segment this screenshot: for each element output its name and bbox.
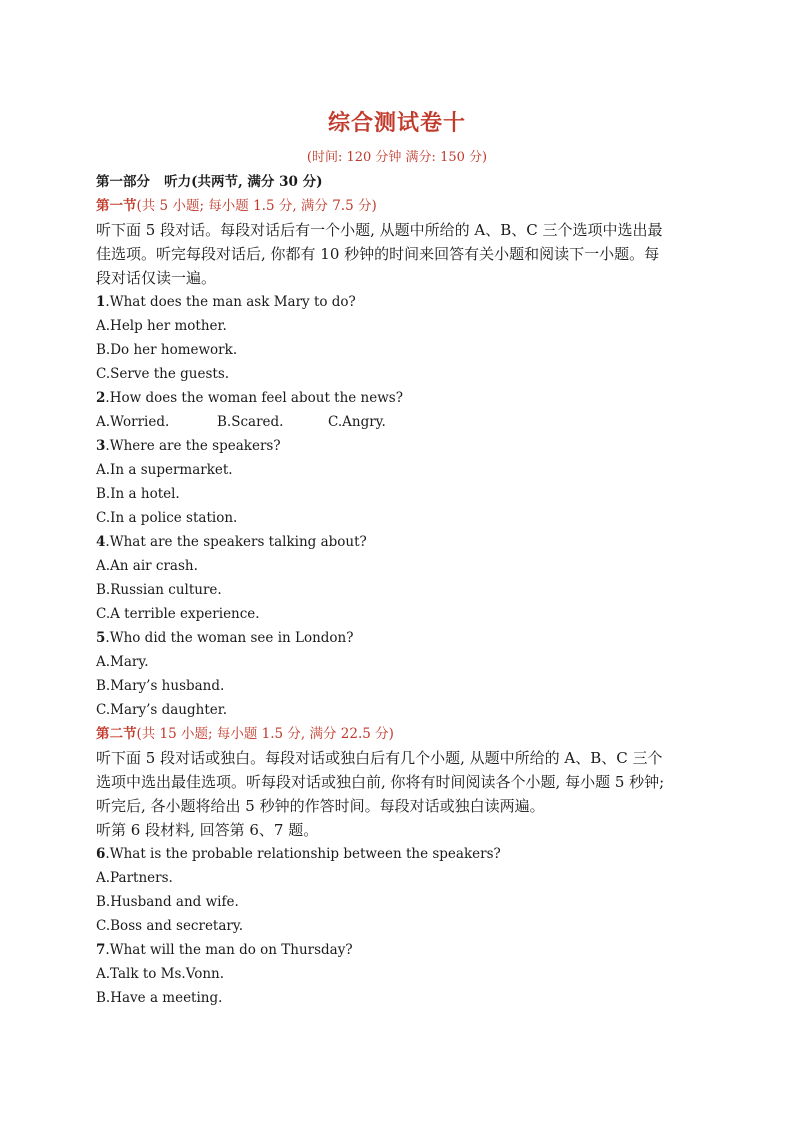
q5-option-a[interactable]: A.Mary. [96, 654, 149, 670]
q3-option-a[interactable]: A.In a supermarket. [96, 462, 233, 478]
q7-option-b[interactable]: B.Have a meeting. [96, 990, 223, 1006]
question-1 [96, 290, 696, 314]
q6-option-b[interactable]: B.Husband and wife. [96, 894, 239, 910]
question-number: 4 [96, 534, 106, 550]
q2-options [96, 410, 696, 434]
q2-option-a[interactable]: A.Worried. [96, 414, 170, 430]
q4-option-c[interactable]: C.A terrible experience. [96, 606, 260, 622]
section1-instruction-3: 段对话仅读一遍。 [96, 269, 217, 287]
question-6 [96, 842, 696, 866]
q4-option-b[interactable]: B.Russian culture. [96, 582, 222, 598]
section2-heading [96, 722, 696, 746]
section1-detail: (共 5 小题; 每小题 1.5 分, 满分 7.5 分) [136, 198, 377, 214]
q1-option-c[interactable]: C.Serve the guests. [96, 366, 230, 382]
q3-option-b[interactable]: B.In a hotel. [96, 486, 180, 502]
section2-instruction-1: 听下面 5 段对话或独白。每段对话或独白后有几个小题, 从题中所给的 A、B、C 三个 [96, 749, 663, 767]
exam-content [96, 170, 696, 1010]
question-7 [96, 938, 696, 962]
material-6-note: 听第 6 段材料, 回答第 6、7 题。 [96, 821, 319, 839]
part1-subtitle: 听力(共两节, 满分 30 分) [164, 174, 323, 190]
question-text: .What is the probable relationship between the speakers? [105, 846, 501, 862]
section2-detail: (共 15 小题; 每小题 1.5 分, 满分 22.5 分) [136, 726, 394, 742]
question-number: 2 [96, 390, 106, 406]
section1-title: 第一节 [96, 198, 137, 214]
section2-instruction-2: 选项中选出最佳选项。听每段对话或独白前, 你将有时间阅读各个小题, 每小题 5 秒钟; [96, 773, 665, 791]
q4-option-a[interactable]: A.An air crash. [96, 558, 198, 574]
section2-title: 第二节 [96, 726, 137, 742]
q1-option-b[interactable]: B.Do her homework. [96, 342, 238, 358]
question-number: 6 [96, 846, 106, 862]
section2-instruction-3: 听完后, 各小题将给出 5 秒钟的作答时间。每段对话或独白读两遍。 [96, 797, 545, 815]
part1-heading [96, 170, 696, 194]
q2-option-b[interactable]: B.Scared. [217, 414, 284, 430]
question-text: .Who did the woman see in London? [105, 630, 354, 646]
q6-option-a[interactable]: A.Partners. [96, 870, 173, 886]
q6-option-c[interactable]: C.Boss and secretary. [96, 918, 243, 934]
part1-title: 第一部分 [96, 174, 150, 190]
section1-heading [96, 194, 696, 218]
question-2 [96, 386, 696, 410]
q3-option-c[interactable]: C.In a police station. [96, 510, 238, 526]
question-number: 5 [96, 630, 106, 646]
question-4 [96, 530, 696, 554]
question-text: .What will the man do on Thursday? [105, 942, 353, 958]
section1-instruction-1: 听下面 5 段对话。每段对话后有一个小题, 从题中所给的 A、B、C 三个选项中选出最 [96, 221, 663, 239]
question-text: .What does the man ask Mary to do? [105, 294, 356, 310]
question-number: 7 [96, 942, 106, 958]
q2-option-c[interactable]: C.Angry. [328, 414, 386, 430]
question-number: 3 [96, 438, 106, 454]
exam-time-score: (时间: 120 分钟 满分: 150 分) [306, 150, 488, 165]
question-text: .Where are the speakers? [105, 438, 281, 454]
question-5 [96, 626, 696, 650]
q5-option-b[interactable]: B.Mary’s husband. [96, 678, 225, 694]
section1-instruction-2: 佳选项。听完每段对话后, 你都有 10 秒钟的时间来回答有关小题和阅读下一小题。每 [96, 245, 660, 263]
q5-option-c[interactable]: C.Mary’s daughter. [96, 702, 227, 718]
question-3 [96, 434, 696, 458]
page-title: 综合测试卷十 [327, 110, 466, 136]
q7-option-a[interactable]: A.Talk to Ms.Vonn. [96, 966, 225, 982]
question-number: 1 [96, 294, 106, 310]
q1-option-a[interactable]: A.Help her mother. [96, 318, 227, 334]
question-text: .How does the woman feel about the news? [105, 390, 403, 406]
question-text: .What are the speakers talking about? [105, 534, 367, 550]
